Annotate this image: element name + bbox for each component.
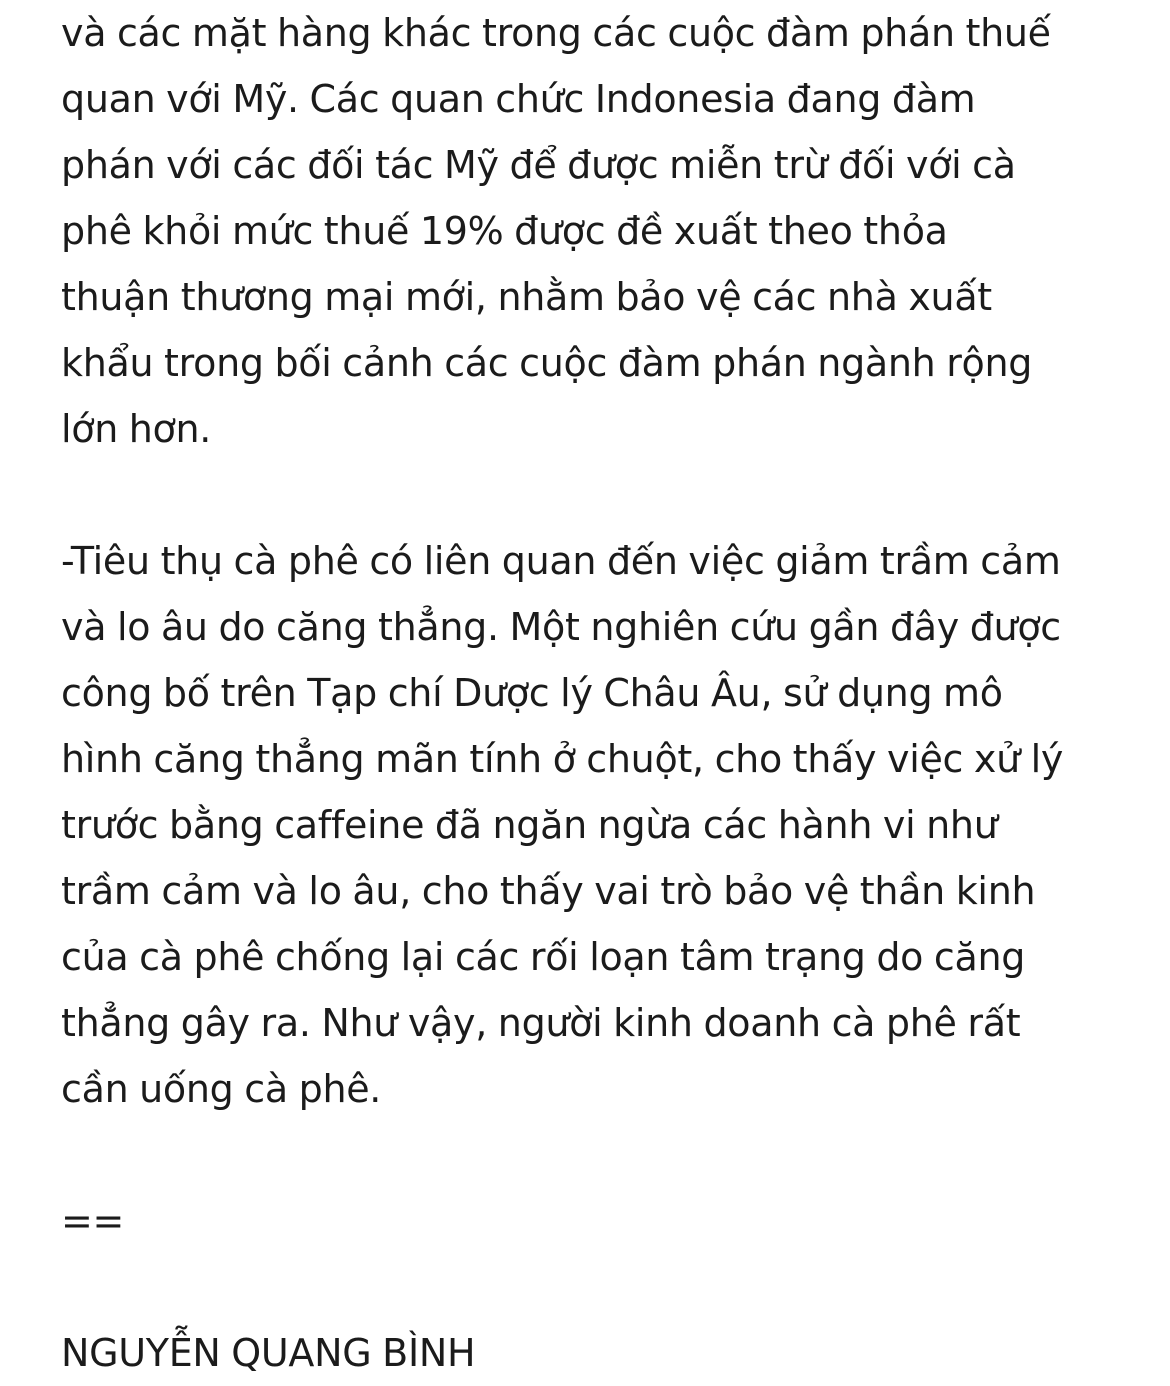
text-line: cần uống cà phê. bbox=[61, 1067, 382, 1111]
text-line: trước bằng caffeine đã ngăn ngừa các hành vi như bbox=[61, 803, 998, 847]
section-separator: == bbox=[61, 1199, 125, 1243]
text-line: -Tiêu thụ cà phê có liên quan đến việc giảm trầm cảm bbox=[61, 539, 1061, 583]
text-line: trầm cảm và lo âu, cho thấy vai trò bảo vệ thần kinh bbox=[61, 869, 1036, 913]
text-line: phê khỏi mức thuế 19% được đề xuất theo thỏa bbox=[61, 209, 948, 253]
author-name: NGUYỄN QUANG BÌNH bbox=[61, 1331, 476, 1375]
text-line: thuận thương mại mới, nhằm bảo vệ các nhà xuất bbox=[61, 275, 992, 319]
text-line: phán với các đối tác Mỹ để được miễn trừ đối với cà bbox=[61, 143, 1016, 187]
text-line: của cà phê chống lại các rối loạn tâm trạng do căng bbox=[61, 935, 1026, 979]
text-line: hình căng thẳng mãn tính ở chuột, cho thấy việc xử lý bbox=[61, 737, 1064, 781]
text-line: thẳng gây ra. Như vậy, người kinh doanh cà phê rất bbox=[61, 1001, 1021, 1045]
text-line: khẩu trong bối cảnh các cuộc đàm phán ngành rộng bbox=[61, 341, 1033, 385]
text-line: quan với Mỹ. Các quan chức Indonesia đang đàm bbox=[61, 77, 976, 121]
text-line: công bố trên Tạp chí Dược lý Châu Âu, sử dụng mô bbox=[61, 671, 1003, 715]
paragraph-coffee-depression-study bbox=[61, 528, 1123, 1122]
paragraph-gap bbox=[61, 1122, 1123, 1188]
text-line: và các mặt hàng khác trong các cuộc đàm phán thuế bbox=[61, 11, 1051, 55]
article-body bbox=[61, 0, 1123, 1386]
paragraph-trade-negotiations bbox=[61, 0, 1123, 462]
paragraph-gap bbox=[61, 462, 1123, 528]
paragraph-gap bbox=[61, 1254, 1123, 1320]
text-line: lớn hơn. bbox=[61, 407, 212, 451]
text-line: và lo âu do căng thẳng. Một nghiên cứu gần đây được bbox=[61, 605, 1061, 649]
